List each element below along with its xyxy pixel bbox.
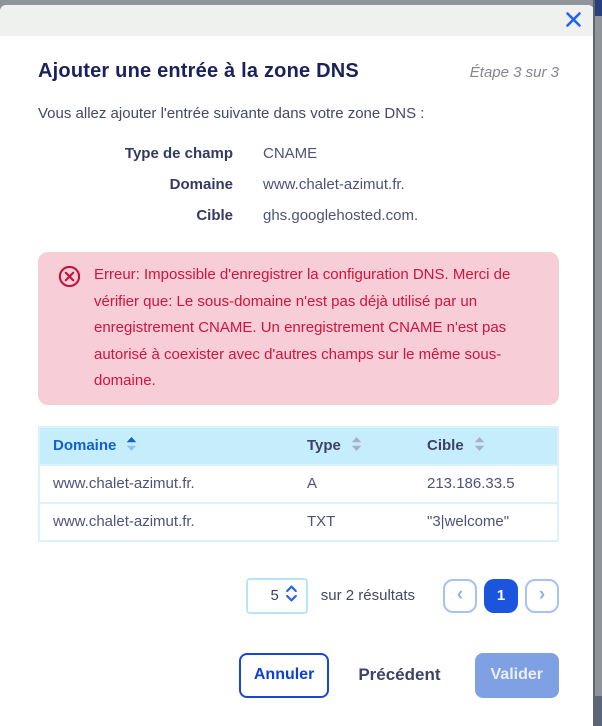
- field-label: Domaine: [169, 176, 233, 193]
- sort-icon: [474, 437, 485, 455]
- add-dns-entry-modal: [0, 5, 594, 726]
- cell-type: A: [294, 465, 414, 503]
- cell-cible: "3|welcome": [414, 503, 558, 541]
- chevron-up-down-icon: [285, 585, 298, 606]
- submit-button[interactable]: Valider: [475, 653, 559, 698]
- entry-field-row: [38, 138, 559, 169]
- error-message: Erreur: Impossible d'enregistrer la configuration DNS. Merci de vérifier que: Le sous-domaine n'est pas déjà utilisé par un enregistrement CNAME. Un enregistrement CNAME n'est pas autorisé à coexister avec d'autres champs sur le même sous-domaine.: [94, 266, 511, 389]
- page-size-select[interactable]: [246, 578, 308, 614]
- cancel-button[interactable]: Annuler: [239, 653, 329, 698]
- cell-domaine: www.chalet-azimut.fr.: [39, 503, 294, 541]
- cell-cible: 213.186.33.5: [414, 465, 558, 503]
- sort-icon: [126, 437, 137, 455]
- results-count-text: sur 2 résultats: [320, 587, 415, 604]
- column-header-type[interactable]: [294, 427, 414, 465]
- dimmed-background-patch: [594, 696, 602, 726]
- field-value: www.chalet-azimut.fr.: [263, 176, 405, 193]
- error-alert: [38, 252, 559, 405]
- page-size-value: 5: [270, 587, 279, 604]
- entry-field-row: [38, 169, 559, 200]
- step-indicator: Étape 3 sur 3: [469, 64, 559, 81]
- chevron-left-icon: ‹: [456, 583, 464, 605]
- next-page-button[interactable]: [525, 579, 559, 613]
- modal-header: [0, 5, 594, 36]
- page-title: Ajouter une entrée à la zone DNS: [38, 60, 359, 82]
- field-value: CNAME: [263, 145, 318, 162]
- pagination: [38, 578, 559, 614]
- column-label: Type: [307, 437, 341, 454]
- chevron-right-icon: ›: [538, 583, 546, 605]
- table-row: [39, 503, 558, 541]
- modal-edge-shadow: [593, 0, 595, 726]
- column-label: Cible: [427, 437, 464, 454]
- entry-field-row: [38, 200, 559, 231]
- cell-domaine: www.chalet-azimut.fr.: [39, 465, 294, 503]
- previous-step-button[interactable]: Précédent: [358, 665, 441, 684]
- error-circle-x-icon: [58, 262, 81, 395]
- table-row: [39, 465, 558, 503]
- column-header-domaine[interactable]: [39, 427, 294, 465]
- previous-page-button[interactable]: [443, 579, 477, 613]
- dns-records-table: [38, 426, 559, 542]
- column-header-cible[interactable]: [414, 427, 558, 465]
- entry-summary: [38, 138, 559, 231]
- column-label: Domaine: [53, 437, 117, 454]
- sort-icon: [351, 437, 362, 455]
- cell-type: TXT: [294, 503, 414, 541]
- field-value: ghs.googlehosted.com.: [263, 207, 419, 224]
- field-label: Cible: [196, 207, 233, 224]
- field-label: Type de champ: [124, 145, 233, 162]
- close-icon: [565, 11, 582, 31]
- modal-body: [0, 36, 594, 698]
- modal-footer: [38, 653, 559, 698]
- intro-text: Vous allez ajouter l'entrée suivante dans votre zone DNS :: [38, 105, 425, 122]
- close-button[interactable]: [560, 8, 586, 34]
- dimmed-background-patch: [594, 0, 602, 16]
- page-number-button[interactable]: 1: [484, 579, 518, 613]
